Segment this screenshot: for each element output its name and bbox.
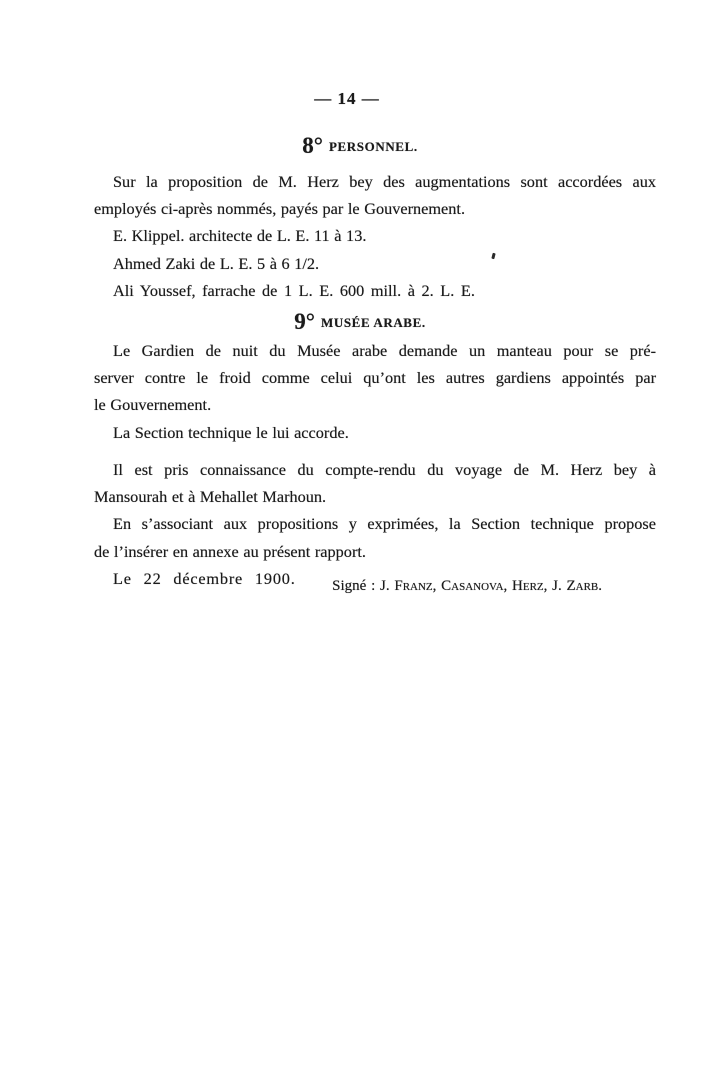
text-line: En s’associant aux propositions y exprimées, la Section technique propose — [113, 514, 656, 534]
text-line: Ali Youssef, farrache de 1 L. E. 600 mill. à 2. L. E. — [113, 280, 475, 300]
signature-name: J. Zarb. — [552, 578, 602, 594]
text-line: le Gouvernement. — [94, 395, 212, 415]
section-title: MUSÉE ARABE. — [320, 315, 426, 330]
text-line: Il est pris connaissance du compte-rendu du voyage de M. Herz bey à — [113, 460, 656, 479]
section-number: 8° — [302, 133, 323, 158]
date-line: Le 22 décembre 1900. — [113, 568, 296, 588]
signature-prefix: Signé : — [332, 578, 376, 594]
signature-name: J. Franz, — [380, 578, 437, 594]
text-line: employés ci-après nommés, payés par le Gouvernement. — [94, 199, 466, 219]
section-number: 9° — [294, 309, 315, 334]
signature-name: Casanova, — [441, 578, 508, 594]
text-line: E. Klippel. architecte de L. E. 11 à 13. — [113, 226, 367, 246]
section-title: PERSONNEL. — [328, 139, 418, 154]
closing-paragraph — [94, 456, 656, 592]
text-line: Le Gardien de nuit du Musée arabe demande un manteau pour se pré- — [113, 341, 656, 360]
text-line: server contre le froid comme celui qu’ont les autres gardiens appointés par — [94, 368, 656, 388]
section-heading-9-musee-arabe — [0, 310, 720, 333]
text-line: Ahmed Zaki de L. E. 5 à 6 1/2. — [113, 253, 320, 273]
text-line: de l’insérer en annexe au présent rapport. — [94, 541, 366, 561]
text-line: Sur la proposition de M. Herz bey des augmentations sont accordées aux — [113, 172, 656, 191]
text-line: Mansourah et à Mehallet Marhoun. — [94, 487, 327, 507]
page-number: — 14 — — [314, 89, 380, 108]
section-9-paragraph — [94, 337, 656, 446]
signature-line — [94, 577, 656, 597]
signature-name: Herz, — [512, 578, 548, 594]
section-heading-8-personnel — [0, 134, 720, 157]
section-8-paragraph — [94, 168, 656, 304]
text-line: La Section technique le lui accorde. — [113, 422, 349, 442]
